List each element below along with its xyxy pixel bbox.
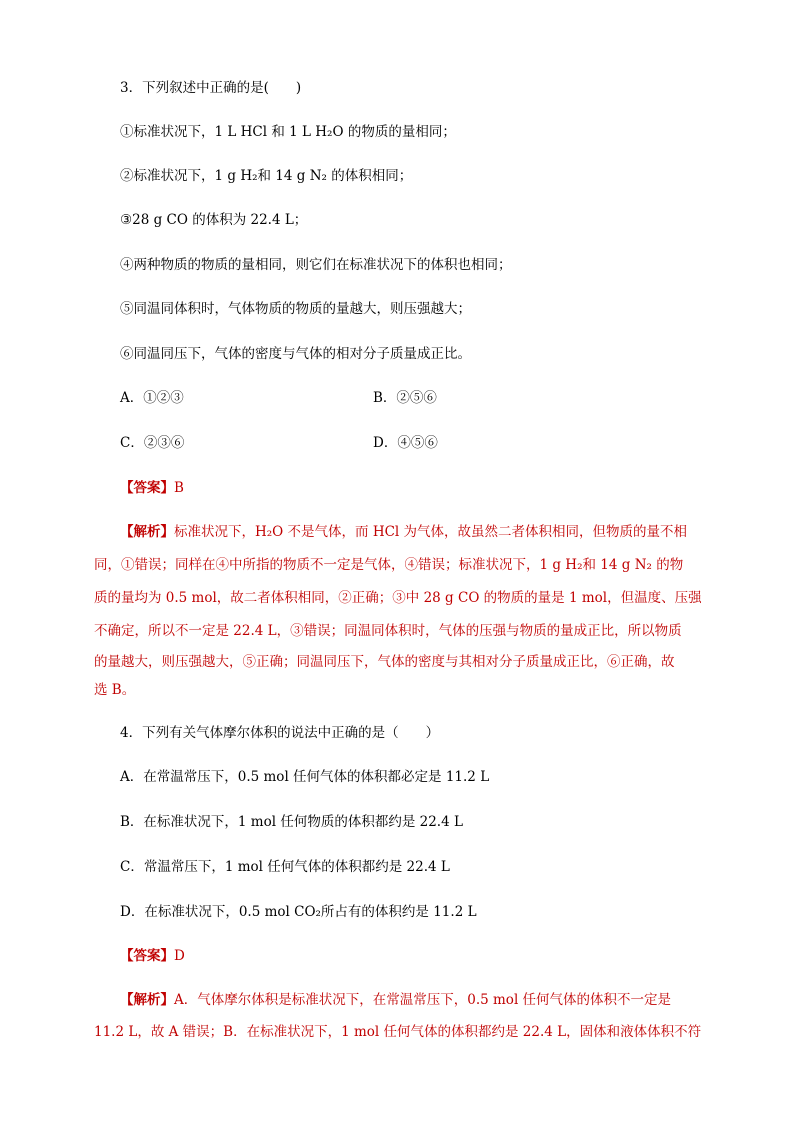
q3-analysis-line-1 — [120, 522, 687, 542]
q3-item-3: ③28 g CO 的体积为 22.4 L； — [120, 212, 308, 228]
q3-answer-value: B — [174, 480, 184, 496]
q3-option-b: B．②⑤⑥ — [373, 390, 437, 406]
q4-analysis-line-2: 11.2 L，故 A 错误；B．在标准状况下，1 mol 任何气体的体积都约是 22.4 L，固体和液体体积不符 — [94, 1024, 702, 1040]
q4-option-c: C．常温常压下，1 mol 任何气体的体积都约是 22.4 L — [120, 859, 450, 875]
q3-item-4: ④两种物质的物质的量相同，则它们在标准状况下的体积也相同； — [120, 257, 512, 273]
q3-answer-tag: 【答案】 — [120, 480, 174, 496]
q3-analysis-tag: 【解析】 — [120, 524, 174, 540]
q4-answer-value: D — [174, 948, 185, 964]
q3-analysis-line-3: 质的量均为 0.5 mol，故二者体积相同，②正确；③中 28 g CO 的物质的量是 1 mol，但温度、压强 — [94, 590, 702, 606]
q3-stem: 3．下列叙述中正确的是( ) — [120, 80, 302, 96]
q3-answer — [120, 478, 184, 498]
q3-item-5: ⑤同温同体积时，气体物质的物质的量越大，则压强越大； — [120, 301, 471, 317]
q4-stem: 4．下列有关气体摩尔体积的说法中正确的是（ ） — [120, 725, 440, 741]
q4-option-a: A．在常温常压下，0.5 mol 任何气体的体积都必定是 11.2 L — [120, 769, 490, 785]
q3-analysis-line-2: 同，①错误；同样在④中所指的物质不一定是气体，④错误；标准状况下，1 g H₂和 14 g N₂ 的物 — [94, 557, 684, 573]
q3-option-c: C．②③⑥ — [120, 435, 185, 451]
q4-answer-tag: 【答案】 — [120, 948, 174, 964]
q3-option-a: A．①②③ — [120, 390, 184, 406]
q4-analysis-line-1 — [120, 990, 671, 1010]
q4-option-d: D．在标准状况下，0.5 mol CO₂所占有的体积约是 11.2 L — [120, 904, 477, 920]
q3-analysis-line-6: 选 B。 — [94, 682, 136, 698]
q3-option-d: D．④⑤⑥ — [373, 435, 438, 451]
q3-analysis-text-1: 标准状况下，H₂O 不是气体，而 HCl 为气体，故虽然二者体积相同，但物质的量不相 — [174, 524, 688, 540]
q3-item-2: ②标准状况下，1 g H₂和 14 g N₂ 的体积相同； — [120, 168, 413, 184]
q3-item-6: ⑥同温同压下，气体的密度与气体的相对分子质量成正比。 — [120, 346, 471, 362]
q3-item-1: ①标准状况下，1 L HCl 和 1 L H₂O 的物质的量相同； — [120, 124, 456, 140]
q4-analysis-text-1: A．气体摩尔体积是标准状况下，在常温常压下，0.5 mol 任何气体的体积不一定是 — [174, 992, 672, 1008]
q3-analysis-line-5: 的量越大，则压强越大，⑤正确；同温同压下，气体的密度与其相对分子质量成正比，⑥正确，故 — [94, 654, 675, 670]
q3-analysis-line-4: 不确定，所以不一定是 22.4 L，③错误；同温同体积时，气体的压强与物质的量成正比，所以物质 — [94, 623, 682, 639]
q4-analysis-tag: 【解析】 — [120, 992, 174, 1008]
q4-option-b: B．在标准状况下，1 mol 任何物质的体积都约是 22.4 L — [120, 814, 463, 830]
q4-answer — [120, 946, 185, 966]
